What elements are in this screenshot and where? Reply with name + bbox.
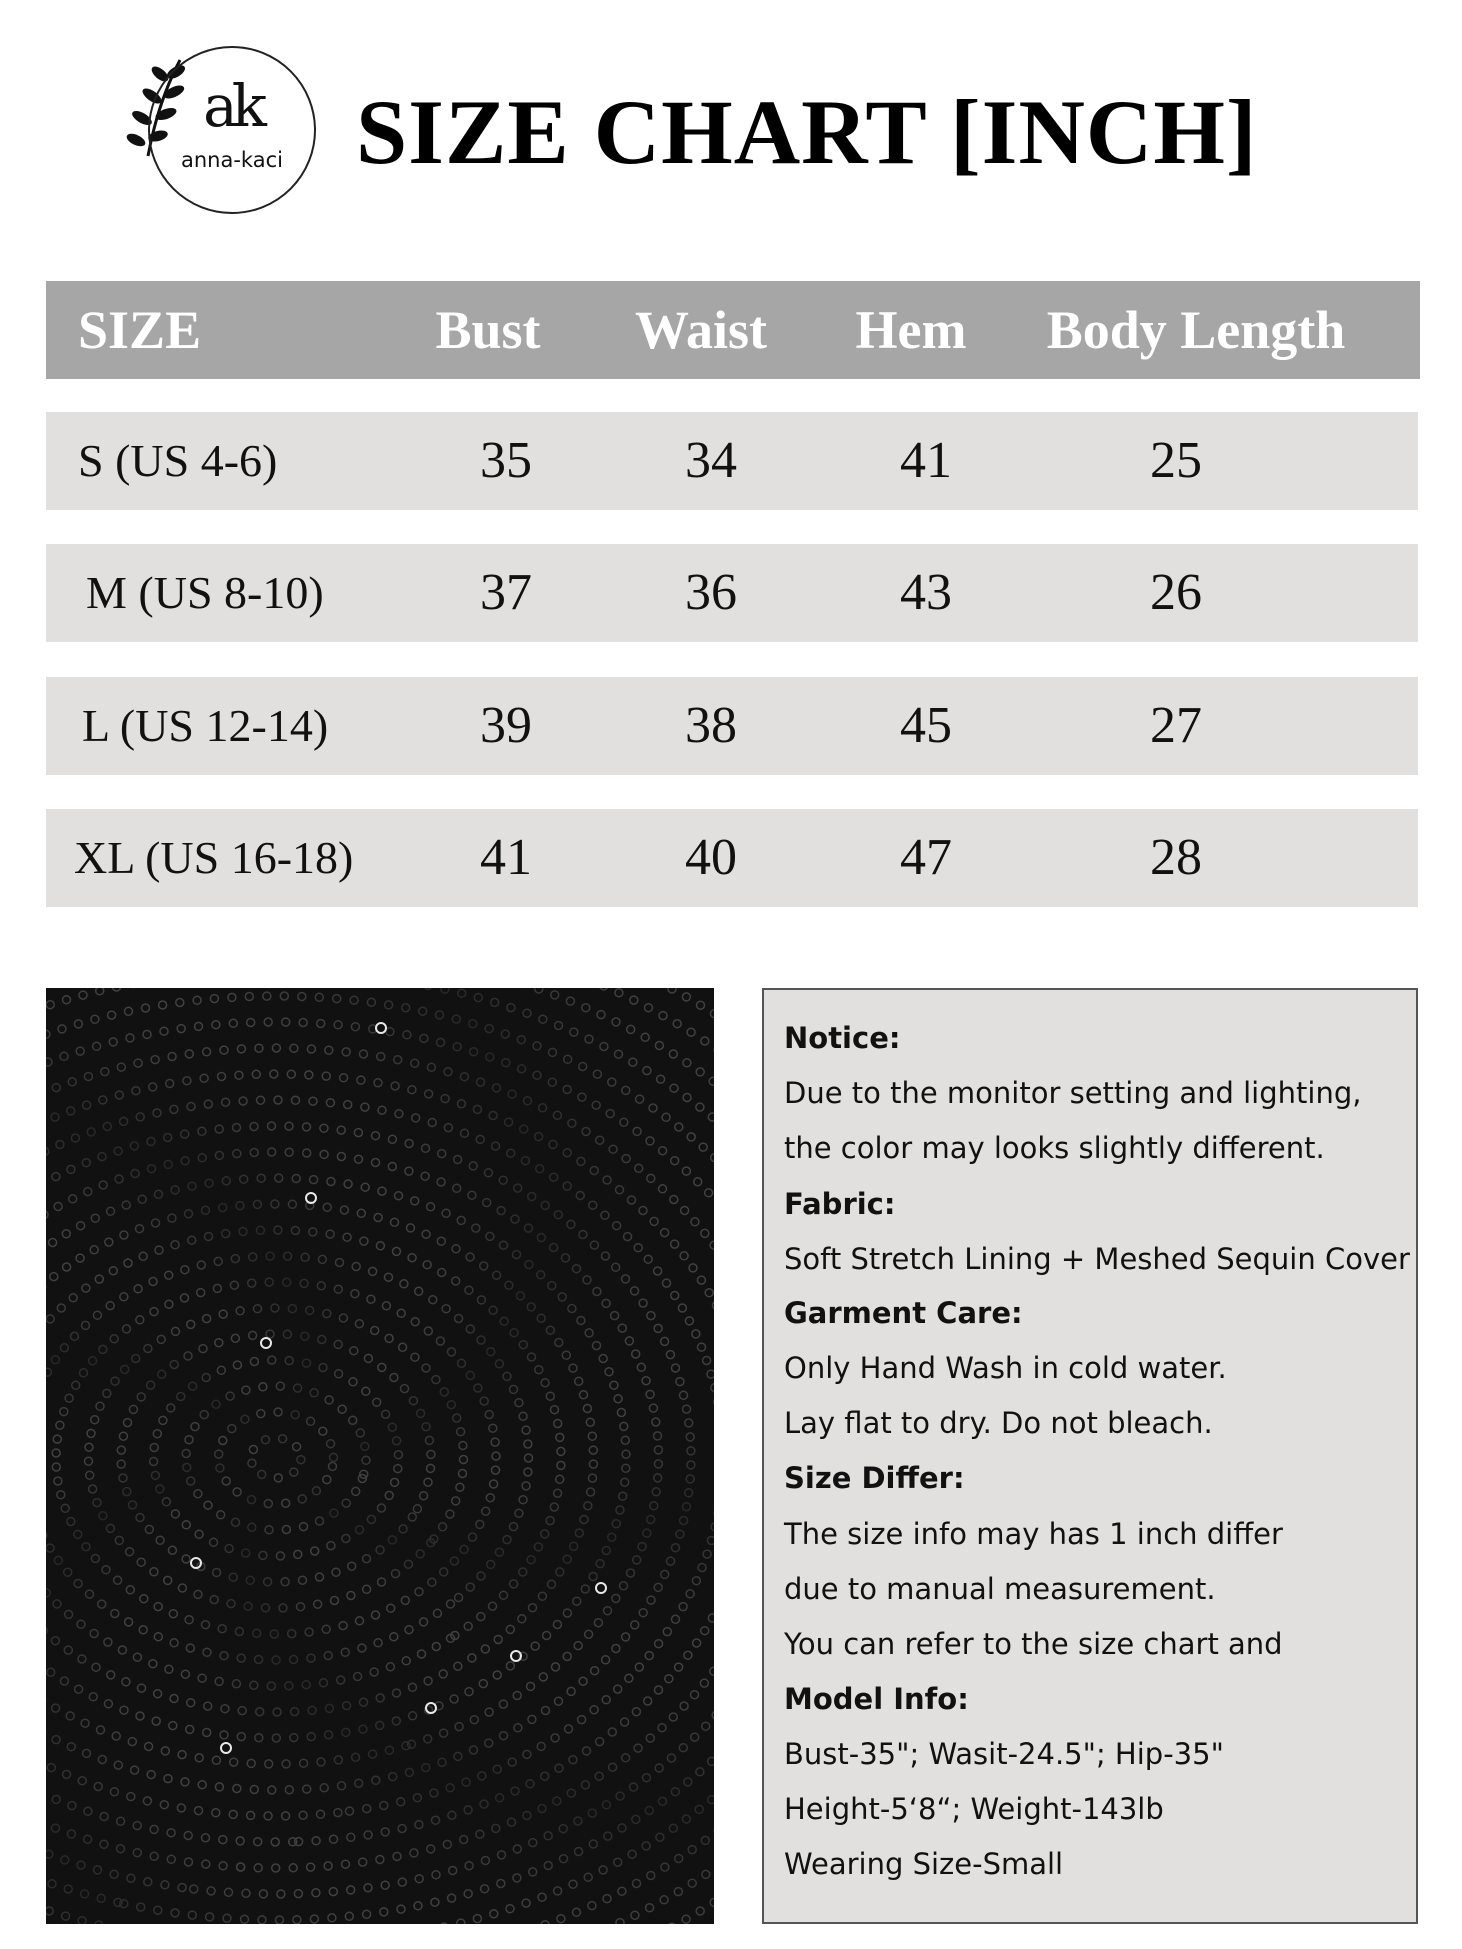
header-body-length: Body Length [1046,300,1346,360]
model-info-text: Wearing Size-Small [784,1847,1064,1881]
model-info-heading: Model Info: [784,1682,969,1716]
table-row [46,677,1418,775]
size-differ-text: due to manual measurement. [784,1572,1216,1606]
waist-cell: 40 [685,829,737,886]
fabric-text: Soft Stretch Lining + Meshed Sequin Cover [784,1242,1410,1276]
table-row [46,412,1418,510]
logo-monogram: ak [203,72,261,140]
notice-heading: Notice: [784,1021,901,1055]
size-cell: L (US 12-14) [82,700,329,751]
body-length-cell: 28 [1150,829,1202,886]
bust-cell: 41 [480,829,532,886]
hem-cell: 41 [900,432,952,489]
body-length-cell: 25 [1150,432,1202,489]
sequin-fabric-image [46,988,714,1924]
logo-wordmark: anna-kaci [181,148,283,172]
header-hem: Hem [855,300,967,360]
care-heading: Garment Care: [784,1296,1023,1330]
care-text: Lay flat to dry. Do not bleach. [784,1406,1213,1440]
page-title: SIZE CHART [INCH] [356,81,1258,183]
size-cell: M (US 8-10) [86,567,324,618]
header-size: SIZE [78,300,202,360]
size-differ-text: The size info may has 1 inch differ [784,1517,1283,1551]
size-differ-heading: Size Differ: [784,1461,965,1495]
notice-text: the color may looks slightly different. [784,1131,1325,1165]
body-length-cell: 26 [1150,564,1202,621]
table-row [46,544,1418,642]
notice-text: Due to the monitor setting and lighting, [784,1076,1362,1110]
hem-cell: 43 [900,564,952,621]
table-header [46,281,1420,379]
size-cell: S (US 4-6) [78,435,278,486]
hem-cell: 47 [900,829,952,886]
table-row [46,809,1418,907]
fabric-photo [46,988,714,1924]
care-text: Only Hand Wash in cold water. [784,1351,1227,1385]
waist-cell: 36 [685,564,737,621]
waist-cell: 34 [685,432,737,489]
header-waist: Waist [634,300,768,360]
model-info-text: Height-5‘8“; Weight-143lb [784,1792,1164,1826]
brand-logo [148,46,316,214]
bust-cell: 37 [480,564,532,621]
bust-cell: 39 [480,697,532,754]
size-differ-text: You can refer to the size chart and [784,1627,1283,1661]
body-length-cell: 27 [1150,697,1202,754]
size-cell: XL (US 16-18) [74,832,354,883]
waist-cell: 38 [685,697,737,754]
hem-cell: 45 [900,697,952,754]
model-info-text: Bust-35"; Wasit-24.5"; Hip-35" [784,1737,1224,1771]
fabric-heading: Fabric: [784,1187,896,1221]
product-notes-box [762,988,1418,1924]
bust-cell: 35 [480,432,532,489]
header-bust: Bust [435,300,541,360]
